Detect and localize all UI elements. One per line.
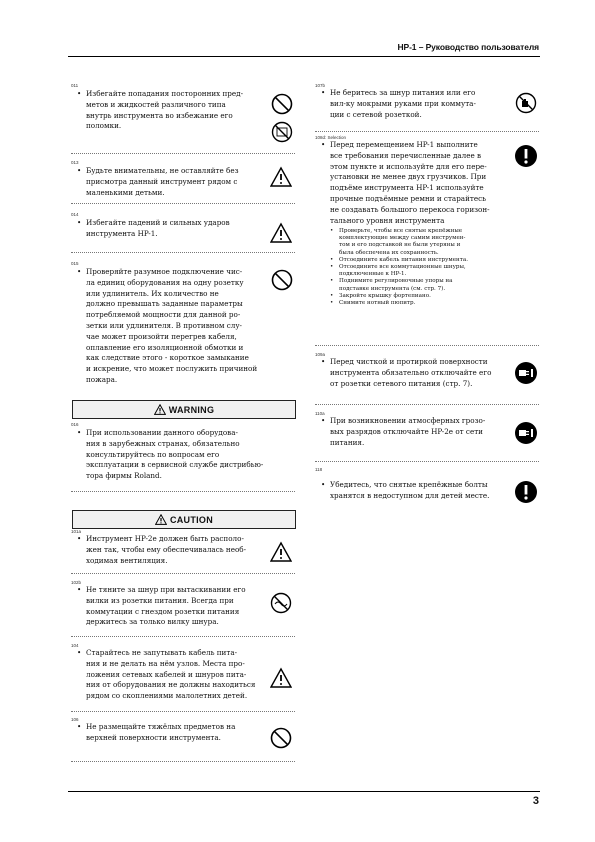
page-header-title: HP-1 – Руководство пользователя	[397, 42, 539, 52]
line: эксплуатации в сервисной службе дистрибью-	[86, 460, 264, 470]
warning-banner	[72, 400, 296, 419]
dotted-divider	[315, 345, 539, 346]
line: Не размещайте тяжёлых предметов на	[86, 722, 236, 731]
dotted-divider	[71, 153, 295, 154]
item-code: 108d: Selection	[315, 135, 347, 140]
line: или удлинитель. Их количество не	[86, 288, 219, 298]
prohibited-icon	[270, 727, 292, 749]
line: комплектующие между самим инструмен-	[339, 235, 466, 242]
line: зетки или удлинителя. В противном слу-	[86, 320, 242, 330]
line: питания.	[330, 437, 365, 447]
line: подставке инструмента (см. стр. 7).	[339, 285, 446, 292]
line: должно превышать заданные параметры	[86, 299, 243, 309]
item-text: • Старайтесь не запутывать кабель пита- ния и не делать на нём узлов. Места про- ложения сетевых кабелей и шнуров пита- ния от оборудования не должны находиться рядом со скоплениями малолетних детей.	[77, 648, 287, 702]
item-code: 102b	[71, 580, 82, 585]
line: Перед перемещением HP-1 выполните	[330, 140, 478, 149]
line: как следствие этого - короткое замыкание	[86, 353, 249, 363]
mandatory-action-icon	[514, 480, 538, 504]
dotted-divider	[71, 491, 295, 492]
line: вилки из розетки питания. Всегда при	[86, 595, 234, 605]
item-text: • Избегайте падений и сильных ударов инструмента HP-1.	[77, 218, 277, 240]
line: подключенные к HP-1.	[339, 271, 407, 278]
line: консультируйтесь по вопросам его	[86, 449, 220, 459]
no-wet-hands-icon	[515, 92, 537, 114]
item-text: • При возникновении атмосферных грозо- вых разрядов отключайте HP-2e от сети питания.	[321, 416, 521, 448]
dotted-divider	[315, 404, 539, 405]
warning-triangle-icon	[155, 514, 167, 525]
no-pull-cord-icon	[270, 592, 292, 614]
dotted-divider	[71, 203, 295, 204]
line: жен так, чтобы ему обеспечивалась необ-	[86, 544, 247, 554]
item-text: • Не тяните за шнур при вытаскивании его вилки из розетки питания. Всегда при коммутации с гнездом розетки питания держитесь за только вилку шнура.	[77, 585, 277, 628]
warning-triangle-icon	[270, 166, 292, 188]
line: внутрь инструмента во избежание его	[86, 110, 233, 120]
line: и искрение, что может послужить причиной	[86, 364, 258, 374]
line: Снимите нотный пюпитр.	[339, 300, 416, 307]
line: все требования перечисленные далее в	[330, 150, 482, 160]
subitem-list	[330, 228, 520, 307]
subitem: • Снимите нотный пюпитр.	[330, 300, 520, 307]
item-text: • Перед чисткой и протиркой поверхности инструмента обязательно отключайте его от розетки сетевого питания (стр. 7).	[321, 357, 521, 389]
item-code: 015	[71, 261, 79, 266]
dotted-divider	[71, 711, 295, 712]
line: была обеспечена их сохранность.	[339, 249, 439, 256]
line: Перед чисткой и протиркой поверхности	[330, 357, 488, 366]
line: Избегайте падений и сильных ударов	[86, 218, 230, 227]
item-code: 101a	[71, 529, 82, 534]
line: Закройте крышку фортепиано.	[339, 292, 431, 299]
warning-label: WARNING	[168, 404, 215, 415]
dotted-divider	[315, 461, 539, 462]
line: ния от оборудования не должны находиться	[86, 680, 256, 690]
line: пожара.	[86, 374, 118, 384]
line: инструмента обязательно отключайте его	[330, 367, 492, 377]
line: хранятся в недоступном для детей месте.	[330, 490, 490, 500]
item-text: • Убедитесь, что снятые крепёжные болты хранятся в недоступном для детей месте.	[321, 480, 531, 502]
item-text: • Проверяйте разумное подключение чис- ла единиц оборудования на одну розетку или удлинитель. Их количество не должно превышать заданные параметры потребляемой мощности для данной ро- зетки или удлинителя. В противном слу- чае может произойти перегрев кабеля, оплавление его изоляционной обмотки и как следствие этого - короткое замыкание и искрение, что может послужить причиной пожара.	[77, 267, 282, 386]
item-text: • При использовании данного оборудова- ния в зарубежных странах, обязательно консультируйтесь по вопросам его эксплуатации в сервисной службе дистрибью- тора фирмы Roland.	[77, 428, 289, 482]
subitem: • Закройте крышку фортепиано.	[330, 293, 520, 300]
item-code: 011	[71, 83, 79, 88]
subitem: • Отсоедините все коммутационные шнуры, подключенные к HP-1.	[330, 264, 520, 278]
line: прочные подъёмные ремни и старайтесь	[330, 193, 487, 203]
line: Старайтесь не запутывать кабель пита-	[86, 648, 238, 657]
item-code: 016	[71, 422, 79, 427]
header-rule	[68, 56, 540, 57]
line: ния и не делать на нём узлов. Места про-	[86, 658, 245, 668]
dotted-divider	[315, 131, 539, 132]
line: ходимая вентиляция.	[86, 555, 168, 565]
line: чае может произойти перегрев кабеля,	[86, 331, 237, 341]
line: установки не менее двух грузчиков. При	[330, 172, 487, 182]
item-code: 013	[71, 160, 79, 165]
line: Проверяйте разумное подключение чис-	[86, 267, 243, 276]
item-text: • Инструмент HP-2e должен быть располо- жен так, чтобы ему обеспечивалась необ- ходимая вентиляция.	[77, 534, 277, 566]
line: присмотра данный инструмент рядом с	[86, 176, 238, 186]
line: Будьте внимательны, не оставляйте без	[86, 166, 239, 175]
subitem: • Отсоедините кабель питания инструмента.	[330, 257, 520, 264]
line: Поднимите регулировочные упоры на	[339, 278, 453, 285]
line: ния в зарубежных странах, обязательно	[86, 438, 240, 448]
line: не создавать большого перекоса горизон-	[330, 204, 490, 214]
line: Отсоедините кабель питания инструмента.	[339, 256, 468, 263]
line: метов и жидкостей различного типа	[86, 99, 226, 109]
line: тального уровня инструмента	[330, 215, 445, 225]
line: При возникновении атмосферных грозо-	[330, 416, 486, 425]
line: вил-ку мокрыми руками при коммута-	[330, 98, 476, 108]
line: Избегайте попадания посторонних пред-	[86, 89, 244, 98]
subitem: • Проверьте, чтобы все снятые крепёжные комплектующие между самим инструмен- том и его подставкой не были утеряны и была обеспечена их сохранность.	[330, 228, 520, 257]
line: ции с сетевой розеткой.	[330, 109, 422, 119]
prohibited-icon	[271, 93, 293, 115]
line: оплавление его изоляционной обмотки и	[86, 342, 244, 352]
line: рядом со скоплениями малолетних детей.	[86, 691, 248, 701]
line: Убедитесь, что снятые крепёжные болты	[330, 480, 488, 489]
line: тора фирмы Roland.	[86, 471, 162, 481]
line: поломки.	[86, 121, 122, 131]
item-code: 106	[71, 717, 79, 722]
item-code: 104	[71, 643, 79, 648]
line: коммутации с гнездом розетки питания	[86, 606, 240, 616]
page-number: 3	[532, 795, 539, 807]
caution-label: CAUTION	[169, 514, 214, 525]
line: держитесь за только вилку шнура.	[86, 617, 219, 627]
line: ла единиц оборудования на одну розетку	[86, 277, 244, 287]
dotted-divider	[71, 761, 295, 762]
item-text: • Будьте внимательны, не оставляйте без присмотра данный инструмент рядом с маленькими детьми.	[77, 166, 277, 198]
dotted-divider	[71, 636, 295, 637]
item-code: 109a	[315, 352, 326, 357]
item-code: 014	[71, 212, 79, 217]
line: инструмента HP-1.	[86, 228, 158, 238]
line: Не тяните за шнур при вытаскивании его	[86, 585, 246, 594]
dotted-divider	[71, 252, 295, 253]
item-text: • Перед перемещением HP-1 выполните все требования перечисленные далее в этом пункте и используйте для его пере- установки не менее двух грузчиков. При подъёме инструмента HP-1 используйте прочные подъёмные ремни и старайтесь не создавать большого перекоса горизон- тального уровня инструмента	[321, 140, 521, 226]
mandatory-action-icon	[514, 144, 538, 168]
line: подъёме инструмента HP-1 используйте	[330, 183, 484, 193]
dotted-divider	[71, 573, 295, 574]
line: ложения сетевых кабелей и шнуров пита-	[86, 669, 247, 679]
unplug-icon	[514, 361, 538, 385]
item-code: 110a	[315, 411, 325, 416]
prohibited-icon	[271, 269, 293, 291]
subitem: • Поднимите регулировочные упоры на подставке инструмента (см. стр. 7).	[330, 278, 520, 292]
item-text: • Не беритесь за шнур питания или его вил-ку мокрыми руками при коммута- ции с сетевой розеткой.	[321, 88, 521, 120]
line: Проверьте, чтобы все снятые крепёжные	[339, 228, 463, 234]
footer-rule	[68, 791, 540, 792]
unplug-icon	[514, 421, 538, 445]
line: том и его подставкой не были утеряны и	[339, 242, 461, 249]
line: потребляемой мощности для данной ро-	[86, 310, 241, 320]
caution-banner	[72, 510, 296, 529]
warning-triangle-icon	[270, 667, 292, 689]
warning-triangle-icon	[270, 222, 292, 244]
line: от розетки сетевого питания (стр. 7).	[330, 378, 473, 388]
warning-triangle-icon	[154, 404, 166, 415]
item-text: • Избегайте попадания посторонних пред- метов и жидкостей различного типа внутрь инструмента во избежание его поломки.	[77, 89, 267, 132]
warning-triangle-icon	[270, 541, 292, 563]
item-code: 118	[315, 467, 323, 472]
line: Отсоедините все коммутационные шнуры,	[339, 264, 466, 271]
no-disassembly-icon	[271, 121, 293, 143]
item-text: • Не размещайте тяжёлых предметов на верхней поверхности инструмента.	[77, 722, 277, 744]
item-code: 107b	[315, 83, 326, 88]
line: вых разрядов отключайте HP-2e от сети	[330, 426, 483, 436]
line: верхней поверхности инструмента.	[86, 732, 221, 742]
line: этом пункте и используйте для его пере-	[330, 161, 487, 171]
line: Инструмент HP-2e должен быть располо-	[86, 534, 244, 543]
line: Не беритесь за шнур питания или его	[330, 88, 476, 97]
line: При использовании данного оборудова-	[86, 428, 238, 437]
line: маленькими детьми.	[86, 187, 165, 197]
